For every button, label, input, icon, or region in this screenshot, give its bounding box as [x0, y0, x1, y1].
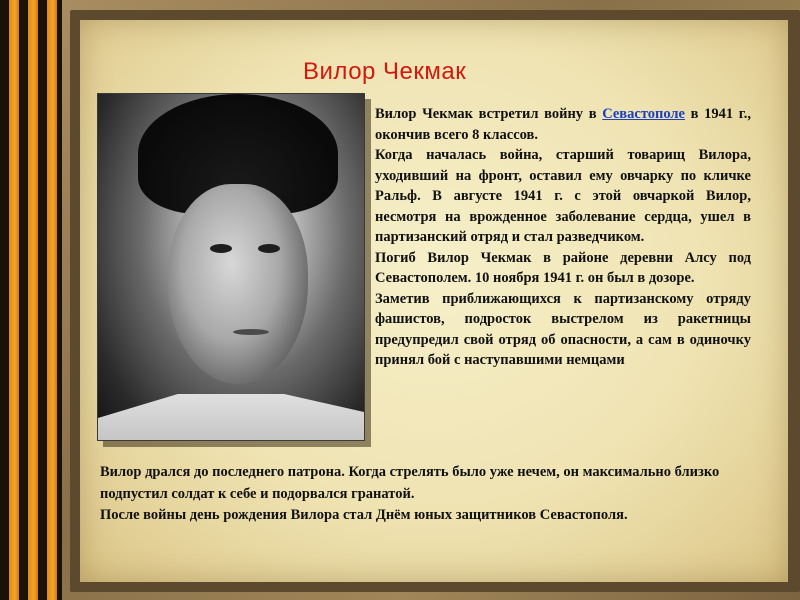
- portrait-eye-right: [258, 244, 280, 253]
- portrait-mouth: [233, 329, 269, 335]
- sevastopol-link[interactable]: Севастополе: [602, 106, 685, 122]
- bio-paragraph-3: Погиб Вилор Чекмак в районе деревни Алсу под Севастополем. 10 ноября 1941 г. он был в дозоре.: [375, 249, 751, 286]
- bio-text: Вилор Чекмак встретил войну в: [375, 106, 603, 122]
- bottom-paragraph-2: После войны день рождения Вилора стал Днём юных защитников Севастополя.: [100, 507, 628, 523]
- biography-text: [375, 104, 751, 371]
- bottom-text: [100, 462, 760, 527]
- bio-paragraph-1: [375, 104, 751, 145]
- bio-text: в 1941 г., окончив всего 8 классов.: [375, 106, 752, 143]
- page-title: Вилор Чекмак: [303, 58, 467, 85]
- bio-paragraph-4: Заметив приближающихся к партизанскому отряду фашистов, подросток выстрелом из ракетницы предупредил свой отряд об опасности, а сам в одиночку принял бой с наступавшими немцами: [375, 290, 751, 368]
- portrait-photo: [97, 93, 365, 441]
- portrait-shirt: [98, 394, 364, 441]
- bottom-paragraph-1: Вилор дрался до последнего патрона. Когда стрелять было уже нечем, он максимально близко подпустил солдат к себе и подорвался гранатой.: [100, 464, 720, 502]
- st-george-ribbon: [0, 0, 70, 600]
- bio-paragraph-2: Когда началась война, старший товарищ Вилора, уходивший на фронт, оставил ему овчарку по кличке Ральф. В августе 1941 г. с этой овчаркой Вилор, несмотря на врожденное заболевание сердца, ушел в партизанский отряд и стал разведчиком.: [375, 147, 751, 245]
- portrait-eye-left: [210, 244, 232, 253]
- portrait-face: [168, 184, 308, 384]
